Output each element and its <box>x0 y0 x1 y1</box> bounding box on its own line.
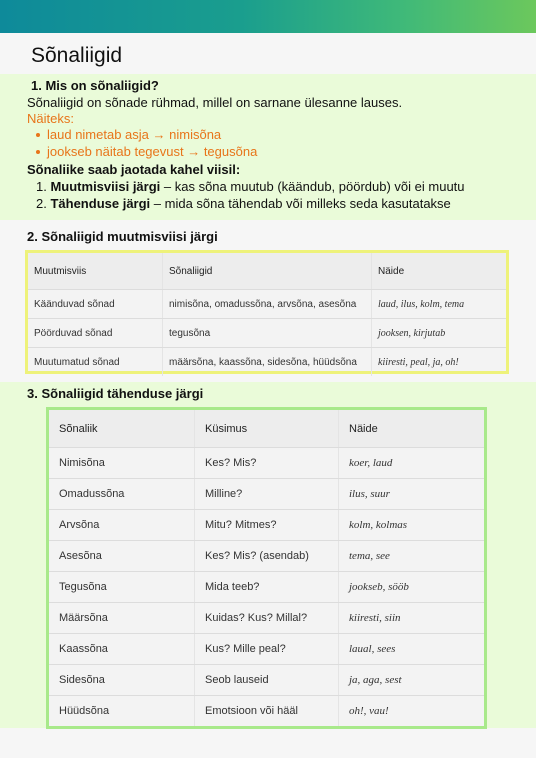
column-header: Näide <box>339 410 485 448</box>
way-description: – kas sõna muutub (käändub, pöördub) või ei muutu <box>160 179 465 194</box>
column-header: Näide <box>372 253 507 290</box>
column-header: Küsimus <box>195 410 339 448</box>
way-title: Muutmisviisi järgi <box>50 179 161 194</box>
table-cell: jookseb, sööb <box>339 572 485 603</box>
example-item: laud nimetab asja → nimisõna <box>47 127 222 142</box>
table-cell: kiiresti, siin <box>339 603 485 634</box>
table-header-row <box>49 410 484 448</box>
column-header: Sõnaliik <box>49 410 195 448</box>
table-cell: Kes? Mis? (asendab) <box>195 541 339 572</box>
column-header: Sõnaliigid <box>163 253 372 290</box>
definition-text: Sõnaliigid on sõnade rühmad, millel on sarnane ülesanne lauses. <box>27 95 403 110</box>
table-cell: Emotsioon või hääl <box>195 696 339 727</box>
table-cell: koer, laud <box>339 448 485 479</box>
table-row <box>28 290 506 319</box>
table-cell: ilus, suur <box>339 479 485 510</box>
inflection-table <box>25 250 509 374</box>
way-title: Tähenduse järgi <box>50 196 151 211</box>
way-description: – mida sõna tähendab või milleks seda kasutatakse <box>150 196 451 211</box>
table-cell: Muutumatud sõnad <box>28 348 163 377</box>
table-row <box>49 541 484 572</box>
examples-label: Näiteks: <box>27 111 74 126</box>
table-cell: Kes? Mis? <box>195 448 339 479</box>
section1-heading: 1. Mis on sõnaliigid? <box>31 78 159 93</box>
table-row <box>49 572 484 603</box>
table-cell: nimisõna, omadussõna, arvsõna, asesõna <box>163 290 372 319</box>
way-item <box>36 179 465 194</box>
table-cell: laual, sees <box>339 634 485 665</box>
table-cell: Määrsõna <box>49 603 195 634</box>
table-cell: määrsõna, kaassõna, sidesõna, hüüdsõna <box>163 348 372 377</box>
way-number: 1. <box>36 179 47 194</box>
table-row <box>28 319 506 348</box>
table-cell: kiiresti, peal, ja, oh! <box>378 356 459 368</box>
table-header-row <box>28 253 506 290</box>
table-cell: Kaassõna <box>49 634 195 665</box>
table-cell: ja, aga, sest <box>339 665 485 696</box>
table-cell: Seob lauseid <box>195 665 339 696</box>
bullet-icon <box>36 133 40 137</box>
table-cell: tema, see <box>339 541 485 572</box>
bullet-icon <box>36 150 40 154</box>
table-row <box>28 348 506 377</box>
example-item: jookseb näitab tegevust → tegusõna <box>47 144 258 159</box>
table-cell: Tegusõna <box>49 572 195 603</box>
table-cell: Omadussõna <box>49 479 195 510</box>
table-cell: laud, ilus, kolm, tema <box>372 290 507 319</box>
table-row <box>49 510 484 541</box>
table-row <box>49 448 484 479</box>
top-banner <box>0 0 536 33</box>
meaning-table <box>46 407 487 729</box>
table-cell: Sidesõna <box>49 665 195 696</box>
table-cell: Nimisõna <box>49 448 195 479</box>
table-cell: tegusõna <box>163 319 372 348</box>
table-row <box>49 665 484 696</box>
page-title: Sõnaliigid <box>31 44 123 67</box>
table-cell: Käänduvad sõnad <box>28 290 163 319</box>
table-cell: jooksen, kirjutab <box>372 319 507 348</box>
division-heading: Sõnaliike saab jaotada kahel viisil: <box>27 162 241 177</box>
table-cell: Arvsõna <box>49 510 195 541</box>
table-cell: Hüüdsõna <box>49 696 195 727</box>
section2-heading: 2. Sõnaliigid muutmisviisi järgi <box>27 229 218 244</box>
table-cell: kolm, kolmas <box>339 510 485 541</box>
table-cell: Asesõna <box>49 541 195 572</box>
table-cell: Pöörduvad sõnad <box>28 319 163 348</box>
table-cell: Kus? Mille peal? <box>195 634 339 665</box>
table-row <box>49 634 484 665</box>
table-cell: Mida teeb? <box>195 572 339 603</box>
table-cell: Milline? <box>195 479 339 510</box>
table-cell: oh!, vau! <box>349 705 389 717</box>
table-cell: Kuidas? Kus? Millal? <box>195 603 339 634</box>
way-item <box>36 196 451 211</box>
table-row <box>49 603 484 634</box>
column-header: Muutmisviis <box>28 253 163 290</box>
table-row <box>49 479 484 510</box>
section3-heading: 3. Sõnaliigid tähenduse järgi <box>27 386 204 401</box>
table-cell: Mitu? Mitmes? <box>195 510 339 541</box>
table-row <box>49 696 484 727</box>
way-number: 2. <box>36 196 47 211</box>
